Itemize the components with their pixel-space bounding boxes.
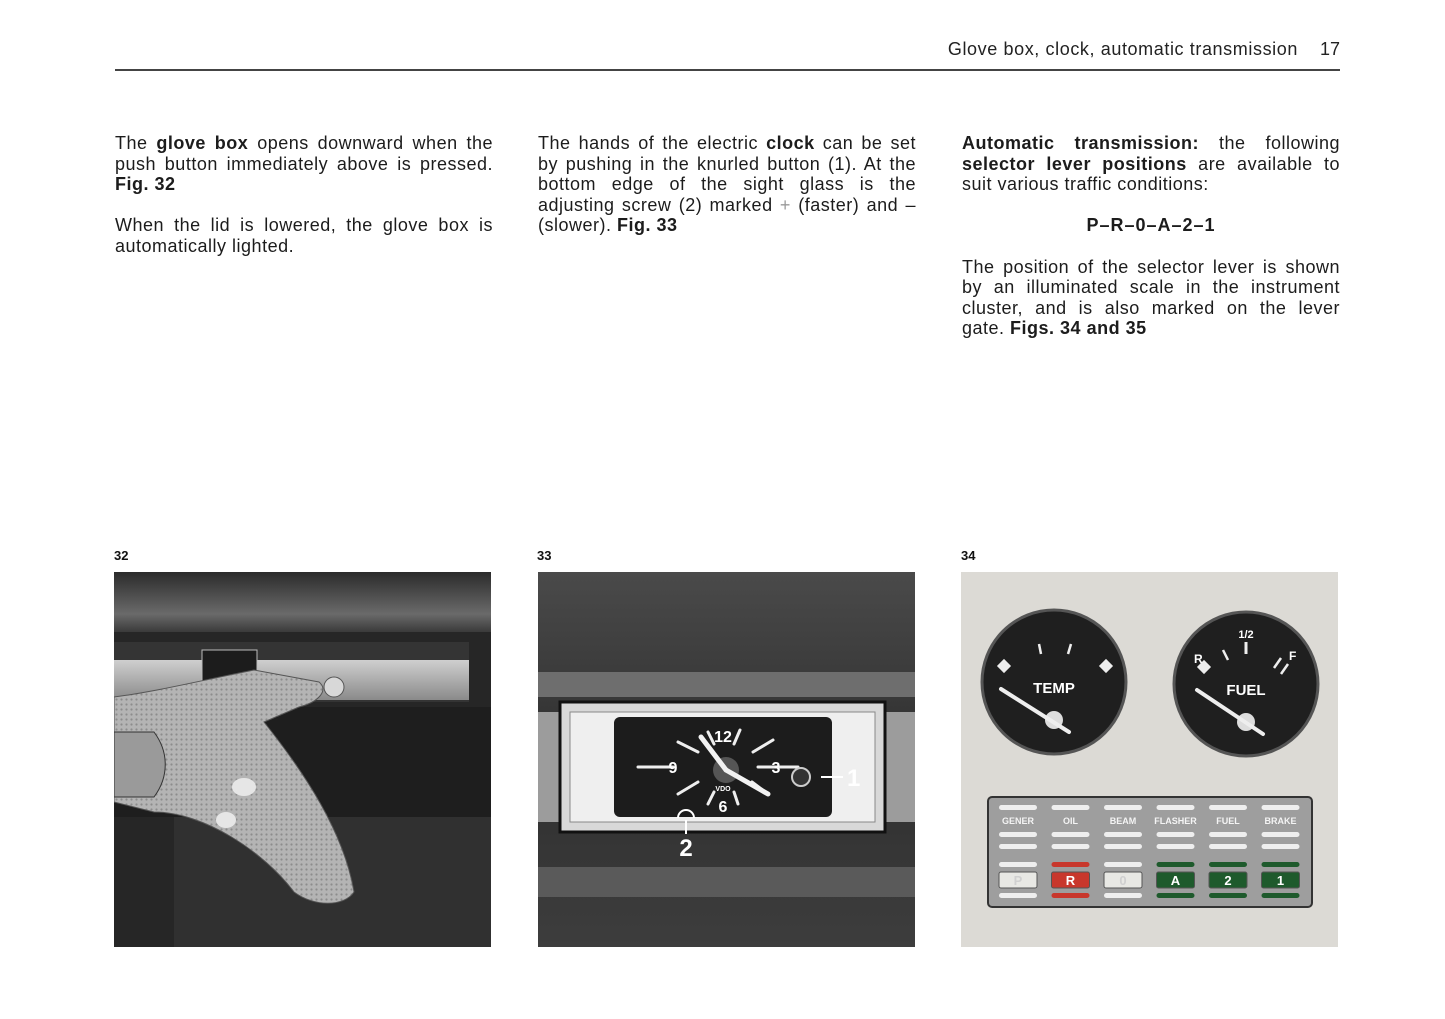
fuel-mark-reserve: R xyxy=(1194,652,1203,666)
term-selector-positions: selector lever positions xyxy=(962,153,1187,174)
figure-32-glove-box-photo xyxy=(114,572,491,947)
clock-paragraph xyxy=(538,133,916,236)
selector-position-label: P xyxy=(1013,873,1023,888)
clock-brand: VDO xyxy=(715,786,731,793)
figure-34-label: 34 xyxy=(961,548,976,563)
glove-box-paragraph xyxy=(115,133,493,195)
text: are available to suit various traffic conditions: xyxy=(962,153,1340,195)
plus-symbol: + xyxy=(779,194,791,215)
indicator-slot xyxy=(1052,844,1090,849)
selector-position-label: 2 xyxy=(1224,873,1232,888)
figure-reference: Fig. 33 xyxy=(617,215,678,236)
glove-knuckle-hole xyxy=(232,778,256,796)
clock-column xyxy=(538,133,916,257)
transmission-intro xyxy=(962,133,1340,195)
instrument-cluster-illustration xyxy=(961,572,1338,947)
indicator-slot xyxy=(1104,832,1142,837)
selector-position-label: 0 xyxy=(1119,873,1127,888)
figure-reference: Fig. 32 xyxy=(115,174,176,195)
clock-numeral-9: 9 xyxy=(668,760,678,777)
leather-seam-lower xyxy=(538,867,915,897)
figure-34-instrument-cluster-photo xyxy=(961,572,1338,947)
indicator-slot xyxy=(1157,844,1195,849)
glove-cuff xyxy=(114,732,165,797)
temp-gauge xyxy=(982,610,1126,754)
indicator-slot xyxy=(1209,832,1247,837)
term-clock: clock xyxy=(766,133,815,153)
selector-slot xyxy=(1209,893,1247,898)
selector-slot xyxy=(999,862,1037,867)
text: The xyxy=(115,133,157,153)
glove-box-illustration xyxy=(114,572,491,947)
fuel-gauge-label: FUEL xyxy=(1226,682,1266,699)
text: (faster) and – (slower). xyxy=(538,194,916,236)
indicator-slot xyxy=(999,832,1037,837)
selector-position-label: R xyxy=(1065,873,1076,888)
warning-label-flasher: FLASHER xyxy=(1154,816,1197,826)
transmission-column xyxy=(962,133,1340,360)
term-automatic-transmission: Automatic transmission: xyxy=(962,133,1199,153)
indicator-slot xyxy=(1157,805,1195,810)
indicator-slot xyxy=(1209,805,1247,810)
fuel-mark-half: 1/2 xyxy=(1238,629,1254,641)
clock-numeral-3: 3 xyxy=(771,760,781,777)
selector-slot xyxy=(999,893,1037,898)
dash-top-pad xyxy=(114,572,491,632)
indicator-slot xyxy=(1052,832,1090,837)
selector-slot xyxy=(1262,893,1300,898)
text: opens downward when the push button immediately above is pressed. xyxy=(115,133,493,174)
indicator-slot xyxy=(1262,805,1300,810)
indicator-panel xyxy=(988,797,1312,907)
leather-seam xyxy=(538,672,915,697)
selector-slot xyxy=(1157,893,1195,898)
knurled-button-icon xyxy=(792,768,810,786)
indicator-slot xyxy=(1262,844,1300,849)
page-number: 17 xyxy=(1319,39,1340,59)
selector-slot xyxy=(1052,862,1090,867)
callout-1: 1 xyxy=(847,765,861,792)
indicator-slot xyxy=(1104,844,1142,849)
warning-label-fuel: FUEL xyxy=(1216,816,1240,826)
callout-2: 2 xyxy=(679,835,693,862)
glove-knuckle-hole xyxy=(216,812,236,828)
text: The position of the selector lever is shown by an illuminated scale in the instrument cluster, and is also marked on the lever gate. xyxy=(962,256,1340,339)
indicator-slot xyxy=(1209,844,1247,849)
warning-label-brake: BRAKE xyxy=(1264,816,1297,826)
warning-label-gener: GENER xyxy=(1001,816,1035,826)
indicator-slot xyxy=(1052,805,1090,810)
indicator-slot xyxy=(999,844,1037,849)
indicator-slot xyxy=(1262,832,1300,837)
selector-slot xyxy=(1262,862,1300,867)
selector-position-label: 1 xyxy=(1276,873,1285,888)
text: can be set by pushing in the knurled button (1). At the bottom edge of the sight glass is the adjusting screw (2) marked xyxy=(538,133,916,215)
figure-33-clock-photo xyxy=(538,572,915,947)
text: the following xyxy=(1199,133,1340,153)
glove-box-push-button xyxy=(324,677,344,697)
selector-slot xyxy=(1052,893,1090,898)
transmission-indicator-paragraph xyxy=(962,257,1340,339)
selector-slot xyxy=(1209,862,1247,867)
selector-slot xyxy=(1157,862,1195,867)
selector-position-label: A xyxy=(1170,873,1181,888)
glove-box-column xyxy=(115,133,493,277)
section-title: Glove box, clock, automatic transmission xyxy=(947,39,1298,59)
figure-reference: Figs. 34 and 35 xyxy=(1010,318,1147,339)
selector-slot xyxy=(1104,893,1142,898)
clock-numeral-12: 12 xyxy=(714,729,732,746)
fuel-mark-full: F xyxy=(1289,649,1297,663)
text: The hands of the electric xyxy=(538,133,767,153)
indicator-slot xyxy=(1104,805,1142,810)
term-glove-box: glove box xyxy=(156,133,249,153)
warning-label-oil: OIL xyxy=(1063,816,1078,826)
indicator-slot xyxy=(1157,832,1195,837)
temp-gauge-label: TEMP xyxy=(1033,680,1075,697)
selector-slot xyxy=(1104,862,1142,867)
warning-label-beam: BEAM xyxy=(1109,816,1137,826)
clock-numeral-6: 6 xyxy=(718,799,728,816)
selector-sequence: P–R–0–A–2–1 xyxy=(1086,215,1216,236)
figure-32-label: 32 xyxy=(114,548,129,563)
fuel-gauge xyxy=(1174,612,1318,756)
header-rule xyxy=(115,69,1340,71)
figure-33-label: 33 xyxy=(537,548,552,563)
glove-box-light-paragraph: When the lid is lowered, the glove box is automatically lighted. xyxy=(115,215,493,256)
clock-illustration xyxy=(538,572,915,947)
running-header xyxy=(115,36,1340,70)
indicator-slot xyxy=(999,805,1037,810)
